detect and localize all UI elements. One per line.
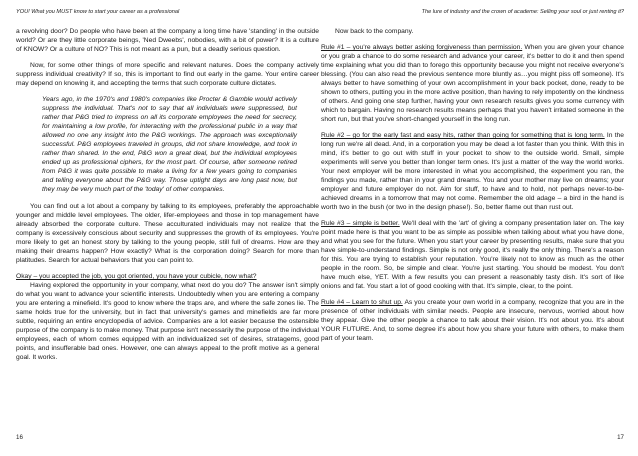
rule-label: Rule #1 – you're always better asking forgiveness than permission. [321,44,523,51]
block-quote: Years ago, in the 1970's and 1980's companies like Procter & Gamble would actively suppress the individual. That's not to say that all individuals were suppressed, but rather that P&G tried to impress on all its corporate employees the need for secrecy, for maintaining a low profile, for interacting with the professional public in a way that allowed no one any insight into the P&G workings. The approach was exceptionally successful. P&G employees traveled in groups, did not share knowledge, and took in rather than shared. In the end, P&G won a great deal, but the individual employees ended up as professional ciphers, for the most part. Of course, after someone retired from P&G it was quite possible to make a living for a few years going to companies and telling everyone about the P&G way. Those uptight days are long past now, but they may be very much part of the 'today' of other companies. [42,96,297,193]
rule-text: We'll deal with the 'art' of giving a company presentation later on. The key point made here is that you want to be as simple as possible when talking about what you have done, and what you see for the future. When you start your career by presenting results, make sure that you have simple-to-understand findings. Simple is not only good, it's really the only thing. There's a reason for this. You are trying to establish your reputation. You're likely not to know as much as the other people in the room. So, be simple and clear. You're just starting. You should be modest. You don't have much else, YET. With a few results you can present a reasonably tasty dish. It's sort of like onions and fat. You start a lot of good cooking with that. It's simple, clear, to the point. [321,220,624,290]
running-header-right: The lure of industry and the crown of academe: Selling your soul or just renting it? [421,9,624,15]
rule-label: Rule #3 – simple is better. [321,220,400,227]
right-page-body [321,27,624,350]
rule-label: Rule #4 – Learn to shut up. [321,299,403,306]
rule-text: In the long run we're all dead. And, in a corporation you may be dead a lot faster than you think. With this in mind, it's better to go out with stuff in your pocket to show to the outside world. Small, simple experiments will serve you better than longer term ones. It's just a matter of the way the world works. Your next employer will be more interested in what you accomplished, the experiment you ran, the findings you made, rather than in your grand dreams. You and your mother may live on dreams; your employer and future employer do not. Aim for stuff, to have and to hold, not perhaps never-to-be-achieved dreams in a tomorrow that may not come. Remember the old adage – a bird in the hand is worth two in the bush (or two in the design phase!). So, better flame out than rust out. [321,132,624,211]
section-heading: Okay – you accepted the job, you got oriented, you have your cubicle, now what? [16,273,257,280]
paragraph: Now, for some other things of more specific and relevant natures. Does the company actively suppress individual creativity? If so, this is important to find out early in the game. Your entire career may depend on knowing it, and accepting the terms that such corporate culture dictates. [16,62,319,87]
page-number-left: 16 [16,434,23,441]
rule-paragraph [321,131,624,212]
paragraph: You can find out a lot about a company by talking to its employees, preferably the approachable younger and middle level employees. The older, lifer-employees and those in top management have already absorbed the corporate culture. These acculturated individuals may not realize that the company is excessively conscious about security and suppresses the growth of its employees. You're more likely to get an honest story by talking to the young people, still full of dreams. How are they making their dreams happen? How exactly? What is the corporation doing? Search for more than platitudes. Search for actual behaviors that you can point to. [16,203,319,264]
right-page [321,0,624,456]
page-number-right: 17 [617,434,624,441]
rule-paragraph [321,219,624,291]
rule-text: As you create your own world in a company, recognize that you are in the presence of other individuals with similar needs. People are insecure, nervous, worried about how they appear. Give the other people a chance to talk about their vision. It's not about you. It's about YOUR FUTURE. And, to some degree it's about how you share your future with others, to make them part of your team. [321,299,624,342]
rule-paragraph [321,298,624,343]
rule-paragraph [321,43,624,124]
paragraph: Having explored the opportunity in your company, what next do you do? The answer isn't simply do what you want to advance your scientific interests. Undoubtedly when you are entering a company you are entering a minefield. It's good to know where the traps are, and where the safe zones lie. The same holds true for the university, but in fact that university's games and minefields are far more subtle, requiring an entire encyclopedia of advice. Companies are a lot easier because the ostensible purpose of the company is to make money. That purpose isn't necessarily the purpose of the individual employees, each of whom comes equipped with an individualized set of desires, stratagems, good points, and insufferable bad ones. However, one can always appeal to the profit motive as a general goal. It works. [16,282,319,361]
running-header-left: YOU! What you MUST know to start your career as a professional [16,9,180,15]
paragraph: Now back to the company. [335,28,414,35]
left-page [16,0,319,456]
left-page-body [16,27,319,369]
rule-label: Rule #2 – go for the early fast and easy hits, rather than going for something that is long term. [321,132,605,139]
paragraph: a revolving door? Do people who have been at the company a long time have 'standing' in the outside world? Or are they little corporate beings, 'Ned Dweebs', nobodies, with a bit of power? It is a culture of KNOW? Or a culture of NO? This is not meant as a pun, but a deadly serious question. [16,28,319,53]
rule-text: When you are given your chance or you grab a chance to do some research and advance your career, it's better to do it and then spend time explaining what you did than to forego this opportunity because you might not receive everyone's blessing. (You can also read the previous sentence more bluntly as…you might piss off someone). It's always better to have something of your own accomplishment in your back pocket, done, ready to be shown to others, putting you in the more active position, than having to rely impotently on the kindness of others. And going one step further, having your own research results gives you some currency with which to bargain. Having no research results means perhaps that you haven't irritated someone in the short run, but that you've short-changed yourself in the long run. [321,44,625,123]
